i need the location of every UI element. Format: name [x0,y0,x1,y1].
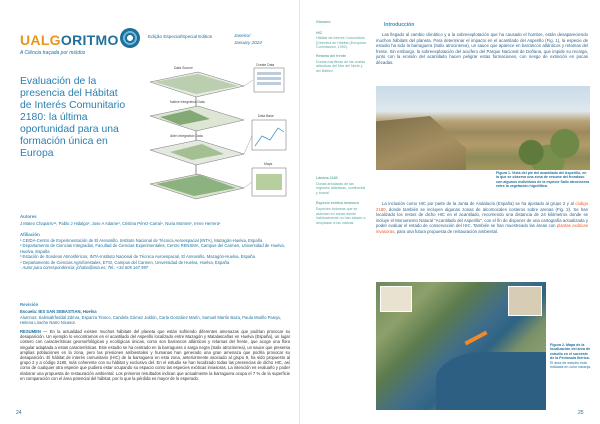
logo-wordmark: UALGORITMO [20,32,119,48]
workflow-diagram [140,64,292,210]
afiliacion-item: ² Departamento de Ciencias Integradas, Facultad de Ciencias Experimentales, Centro RENSMA, Campus del Carmen, Universidad de Huelva, Huelva, España [20,243,285,254]
glossary-def-retama: Dunas marítimas de las costas atlánticas del Mar del Norte y del Báltico. [316,59,366,73]
diagram-label-maps: Maps [264,162,273,166]
glossary-sidebar-1 [316,20,368,73]
afiliacion-item: ¹ CEIDA-Centro de Experimentación de El Arenosillo, Instituto Nacional de Técnica Aeroespacial (INTA), Mazagón-Huelva, España [20,238,263,243]
figure-2-caption: Figura 2. Mapa de la localización del área de estudio en el suroeste de la Península Ibérica. El área de estudio está indicada en color naranja. [550,343,592,370]
page-number-right: 25 [578,410,584,416]
resumen-paragraph [20,329,290,381]
photo-cliff-shape [376,116,466,170]
glossary-term-invasora: Especie exótica invasora [316,201,359,206]
resumen-body: — En la actualidad existen muchos hábitats del planeta que están sufriendo diferentes amenazas que podrían provocar su desaparición. Un ejemplo lo encontramos en el acantilado del Asperillo localizado entre Mazagón y Matalascañas en Huelva (España), un lugar costero con características geomorfológicas y ecológicas únicas, como son barrancos atlánticos y retamas del frente, que acoge una flora singular adaptada a estas características. Este estudio se ha centrado en la barraguera o sarga negra (Salix atrocinerea), un sauce que presenta amplias poblaciones en la zona, pero las presiones ambientales y humanas han generado una gran amenaza que podría provocar su desaparición. El hábitat de interés comunitario (HIC) de la barraguera en esta zona, anteriormente asociado al grupo 9, ha sido propuesto al grupo 2 y a código 2180, más coherente con su hábitat y exclusivo del. En el estudio se han localizado todas las presencias de dicho HIC, así como de cualquier otra especie que pudiera estar ocupando su espacio como las especies exóticas invasoras. La intención es evaluarlo y poder elaborar una propuesta de restauración ambiental. Los primeros resultados indican que actualmente la barraguera ocupa el 7 % de la superficie en comparación con el área potencial del hábitat, por lo que la pérdida es mayor de lo esperado. [20,329,290,381]
edition-label: Edição Especial/Special Edition [148,34,213,39]
afiliacion-list [20,238,290,270]
intro-paragraph: Las llegado al cambio climático y a la sobreexplotación que ha causado el hombre, están desapareciendo muchos hábitats del planeta. Para determinar el impacto en el acantilado del Asperillo (Fig. 1), la especie de estudio ha sido la barraguera (Salix atrocinerea), un sauce que aparece en barrancos atlánticos y retamas del frente. Sin embargo, la sobreexplotación del acuífero del Parque Nacional de Doñana, que impide su recarga, junto con la erosión del acantilado hacen peligrar estas formaciones, con riesgo de extinción en pocas décadas. [376,32,588,65]
target-icon [120,28,140,48]
study-area-marker [464,331,487,346]
afiliacion-item: ⁴ Departamento de Ciencias Agroforestales, ETSI, Campus del Carmen, Universidad de Huelva, Huelva, España [20,259,230,265]
afiliacion-heading: Afiliación [20,232,40,237]
ualgoritmo-logo [20,30,130,64]
diagram-label-native: Native Integration Data [170,100,205,104]
revision-heading: Revisión [20,302,39,307]
glossary-term-retama: Retama del frente [316,53,347,58]
study-area-map [376,282,546,410]
right-page [300,0,600,424]
article-title: Evaluación de la presencia del Hábitat de Interés Comunitario 2180: la última oportunidad para una formación única en Europa [20,76,126,159]
workflow-svg [140,64,292,210]
resumen-label: RESUMEN [20,329,41,334]
page-number-left: 24 [16,410,22,416]
map-sea-shape [436,352,546,410]
map-inset-iberia [380,286,412,312]
glossary-sidebar-2 [316,176,368,225]
glossary-term-hic: HIC [316,30,323,35]
logo-tagline: A Ciência traçada por miúdos [20,50,86,56]
diagram-label-data-source: Data Source [174,66,193,70]
date-label: Janeiro/ January 2024 [234,33,262,45]
diagram-label-data-base: Data Base [258,114,274,118]
figure-1-caption: Figura 1. Vista del pie del acantilado del Asperillo, en la que se observa una zona de resume del frondoso con algunos individuos de la especie Salix atrocinerea entre la vegetación higrófitica. [496,171,590,189]
glossary-def-2180: Dunas arboladas de las regiones atlánticas, continental y boreal. [316,181,366,195]
photo-vegetation-shape [506,126,590,170]
alumnos-text: Alumnos: Salimallrfeddal Zdmra, Esparza Tinoco, Candela Gómez Jaldón, Carla González Marín, Samuel Martín Baza, Paula Murillo Pareja, Helena Lirache Natro Nicasor. [20,315,281,326]
afiliacion-item: ³ Estación de Sondeos Atmosféricos, INTA-Instituto Nacional de Técnica Aeroespacial, El Arenosillo, Mazagón-Huelva, España [20,254,255,260]
second-paragraph: La inclusión como HIC por parte de la Junta de Andalucía (España) se ha ajustado al grupo 2 y al código 2180, donde también se incluyen algunas zonas de alcornocales costeros sobre arenas (Fig. 2). Se han localizado los restos de dicho HIC en el acantilado, recorriendo una distancia de 24 kilómetros donde se incluye el Monumento Natural "Acantilado del Asperillo", con el fin de disponer de una cartografía actualizada y poder evaluar el estado de conservación del HIC. También se han muestreado las áreas con plantas exóticas invasoras, para una futura propuesta de restauración ambiental. [376,201,588,234]
glossary-term-2180: Lámina 2180 [316,176,338,180]
diagram-label-alien: Alien Integration Data [170,134,203,138]
glossary-def-invasora: Especies foráneas que se asientan en zonas donde habitualmente no han estado a desplazan a las nativas. [316,206,366,225]
glossary-heading: Glosario [316,20,331,24]
afiliacion-item: · Autor para correspondencia: jchaba@inta.es; Tel.: +34 605 167 997 [20,265,149,271]
escuela-text: Escuela: IES SAN SEBASTIAN, Huelva [20,309,97,314]
map-inset-detail [508,286,542,316]
diagram-label-create-data: Create Data [256,63,275,67]
glossary-def-hic: Hábitat de Interés Comunitario (Directiva de Hábitat (European Commission, 1992). [316,36,367,50]
autores-text: J Mateo Chaparro¹², Pablo J Hidalgo², Jose A Adame³, Cristina Pérez-Carral⁴, Nuria Montes⁵, Irene Herrera¹ [20,221,221,226]
introduccion-heading: Introducción [384,22,415,28]
cliff-photo [376,86,590,170]
autores-heading: Autores [20,214,37,219]
